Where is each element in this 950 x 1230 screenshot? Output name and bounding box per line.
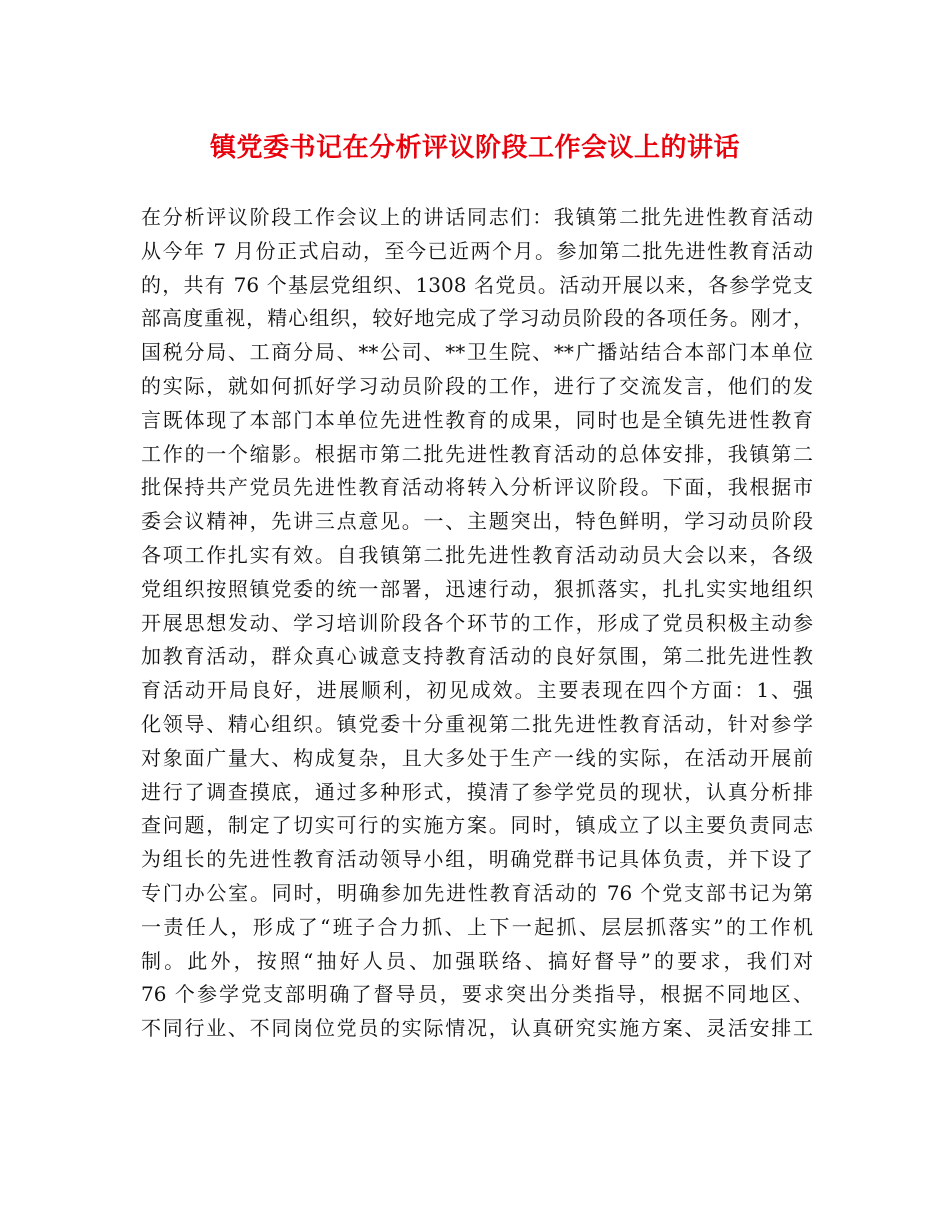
body-line: 查问题，制定了切实可行的实施方案。同时，镇成立了以主要负责同志 xyxy=(141,813,813,838)
body-line: 制。此外，按照“抽好人员、加强联络、搞好督导”的要求，我们对 xyxy=(141,948,813,973)
body-line: 一责任人，形成了“班子合力抓、上下一起抓、层层抓落实”的工作机 xyxy=(141,914,813,939)
body-line: 的，共有 76 个基层党组织、1308 名党员。活动开展以来，各参学党支 xyxy=(141,272,813,297)
document-title: 镇党委书记在分析评议阶段工作会议上的讲话 xyxy=(209,133,740,163)
body-line: 对象面广量大、构成复杂，且大多处于生产一线的实际，在活动开展前 xyxy=(141,745,813,770)
body-line: 加教育活动，群众真心诚意支持教育活动的良好氛围，第二批先进性教 xyxy=(141,644,813,669)
body-line: 党组织按照镇党委的统一部署，迅速行动，狠抓落实，扎扎实实地组织 xyxy=(141,576,813,601)
body-line: 各项工作扎实有效。自我镇第二批先进性教育活动动员大会以来，各级 xyxy=(141,542,813,567)
body-line: 言既体现了本部门本单位先进性教育的成果，同时也是全镇先进性教育 xyxy=(141,407,813,432)
document-body xyxy=(141,201,813,1046)
body-line: 76 个参学党支部明确了督导员，要求突出分类指导，根据不同地区、 xyxy=(141,982,813,1007)
body-line: 进行了调查摸底，通过多种形式，摸清了参学党员的现状，认真分析排 xyxy=(141,779,813,804)
body-line: 专门办公室。同时，明确参加先进性教育活动的 76 个党支部书记为第 xyxy=(141,880,813,905)
body-line: 委会议精神，先讲三点意见。一、主题突出，特色鲜明，学习动员阶段 xyxy=(141,509,813,534)
body-line: 育活动开局良好，进展顺利，初见成效。主要表现在四个方面：1、强 xyxy=(141,678,813,703)
body-line: 批保持共产党员先进性教育活动将转入分析评议阶段。下面，我根据市 xyxy=(141,475,813,500)
body-line: 不同行业、不同岗位党员的实际情况，认真研究实施方案、灵活安排工 xyxy=(141,1016,813,1041)
body-line: 化领导、精心组织。镇党委十分重视第二批先进性教育活动，针对参学 xyxy=(141,711,813,736)
body-line: 工作的一个缩影。根据市第二批先进性教育活动的总体安排，我镇第二 xyxy=(141,441,813,466)
body-line: 的实际，就如何抓好学习动员阶段的工作，进行了交流发言，他们的发 xyxy=(141,373,813,398)
body-line: 在分析评议阶段工作会议上的讲话同志们：我镇第二批先进性教育活动 xyxy=(141,205,813,229)
body-line: 为组长的先进性教育活动领导小组，明确党群书记具体负责，并下设了 xyxy=(141,847,813,872)
body-line: 从今年 7 月份正式启动，至今已近两个月。参加第二批先进性教育活动 xyxy=(141,238,813,263)
body-line: 开展思想发动、学习培训阶段各个环节的工作，形成了党员积极主动参 xyxy=(141,610,813,635)
body-line: 国税分局、工商分局、**公司、**卫生院、**广播站结合本部门本单位 xyxy=(141,340,813,365)
body-line: 部高度重视，精心组织，较好地完成了学习动员阶段的各项任务。刚才， xyxy=(141,306,813,331)
